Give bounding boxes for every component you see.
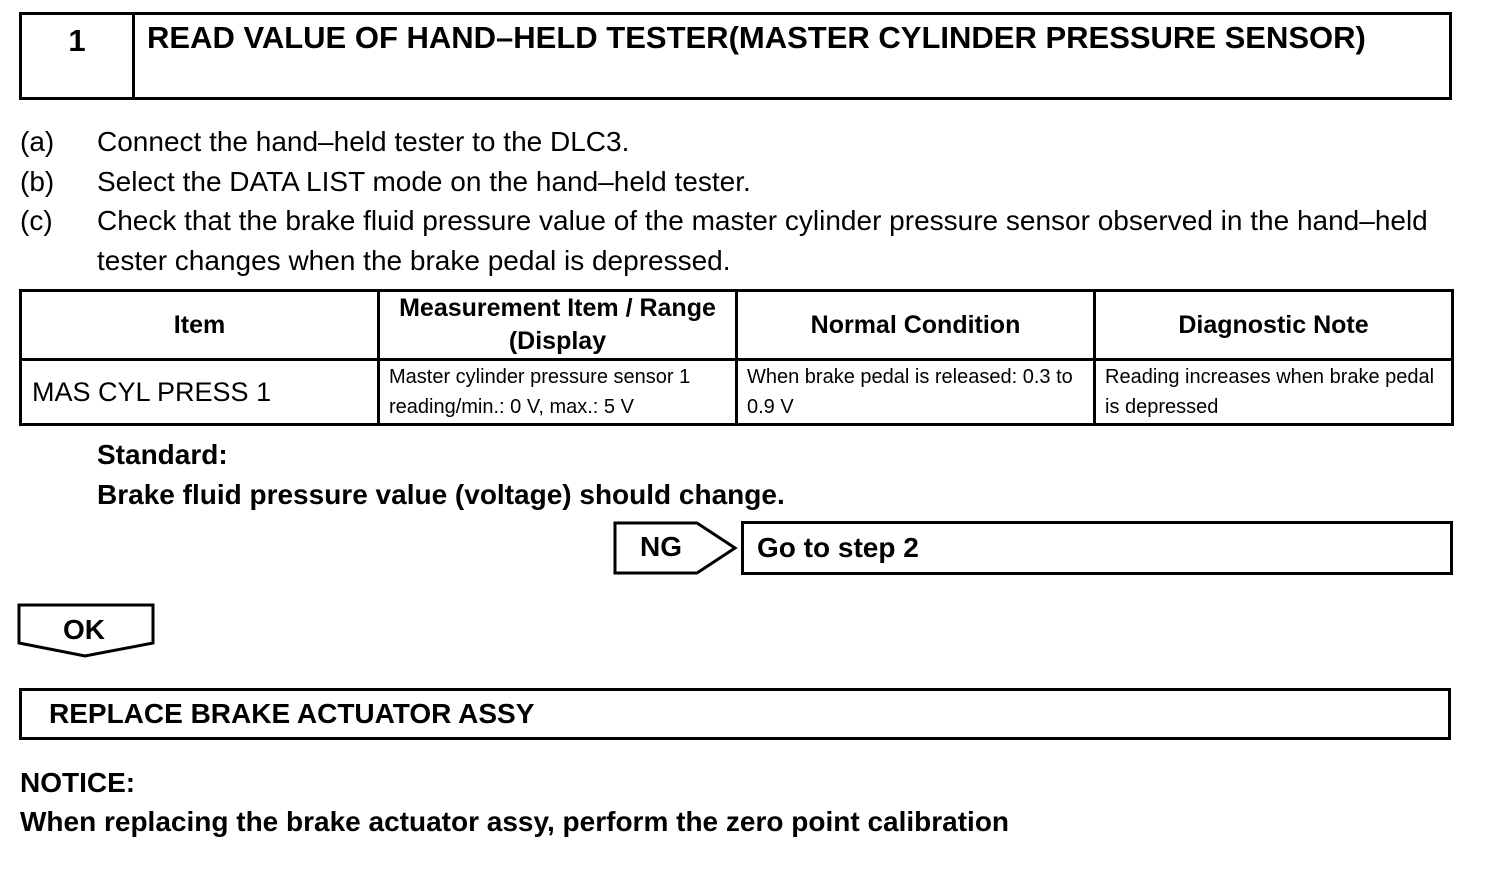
instruction-item [20, 162, 1480, 202]
instruction-text: Connect the hand–held tester to the DLC3. [97, 126, 630, 157]
standard-text: Brake fluid pressure value (voltage) should change. [97, 479, 785, 510]
table-cell-item: MAS CYL PRESS 1 [21, 360, 379, 425]
instruction-text: Select the DATA LIST mode on the hand–held tester. [97, 166, 751, 197]
notice-text: When replacing the brake actuator assy, perform the zero point calibration [20, 806, 1010, 837]
step-number: 1 [22, 15, 135, 97]
instruction-item [20, 122, 1480, 162]
step-header [19, 12, 1452, 100]
table-row [21, 360, 1453, 425]
standard-label: Standard: [97, 439, 228, 470]
ng-label: NG [640, 531, 682, 562]
table-cell-measurement: Master cylinder pressure sensor 1 reading/min.: 0 V, max.: 5 V [379, 360, 737, 425]
instruction-label: (c) [20, 205, 53, 236]
replace-action-text: REPLACE BRAKE ACTUATOR ASSY [49, 698, 535, 729]
column-header-normal-condition: Normal Condition [737, 291, 1095, 360]
ng-action-text: Go to step 2 [757, 532, 919, 563]
data-list-table [19, 289, 1454, 426]
instruction-label: (b) [20, 166, 55, 197]
table-cell-normal-condition: When brake pedal is released: 0.3 to 0.9 V [737, 360, 1095, 425]
table-header-row [21, 291, 1453, 360]
step-title: READ VALUE OF HAND–HELD TESTER(MASTER CYLINDER PRESSURE SENSOR) [147, 20, 1366, 55]
instruction-label: (a) [20, 126, 55, 157]
instruction-item [20, 201, 1480, 281]
column-header-diagnostic-note: Diagnostic Note [1095, 291, 1453, 360]
column-header-item: Item [21, 291, 379, 360]
instruction-text: Check that the brake fluid pressure value of the master cylinder pressure sensor observed in the hand–held tester changes when the brake pedal is depressed. [97, 205, 1428, 276]
replace-action-box [19, 688, 1451, 740]
notice-label: NOTICE: [20, 767, 136, 798]
ng-action-box [741, 521, 1453, 575]
ok-label: OK [63, 614, 105, 645]
table-cell-diagnostic-note: Reading increases when brake pedal is depressed [1095, 360, 1453, 425]
column-header-measurement: Measurement Item / Range (Display [379, 291, 737, 360]
